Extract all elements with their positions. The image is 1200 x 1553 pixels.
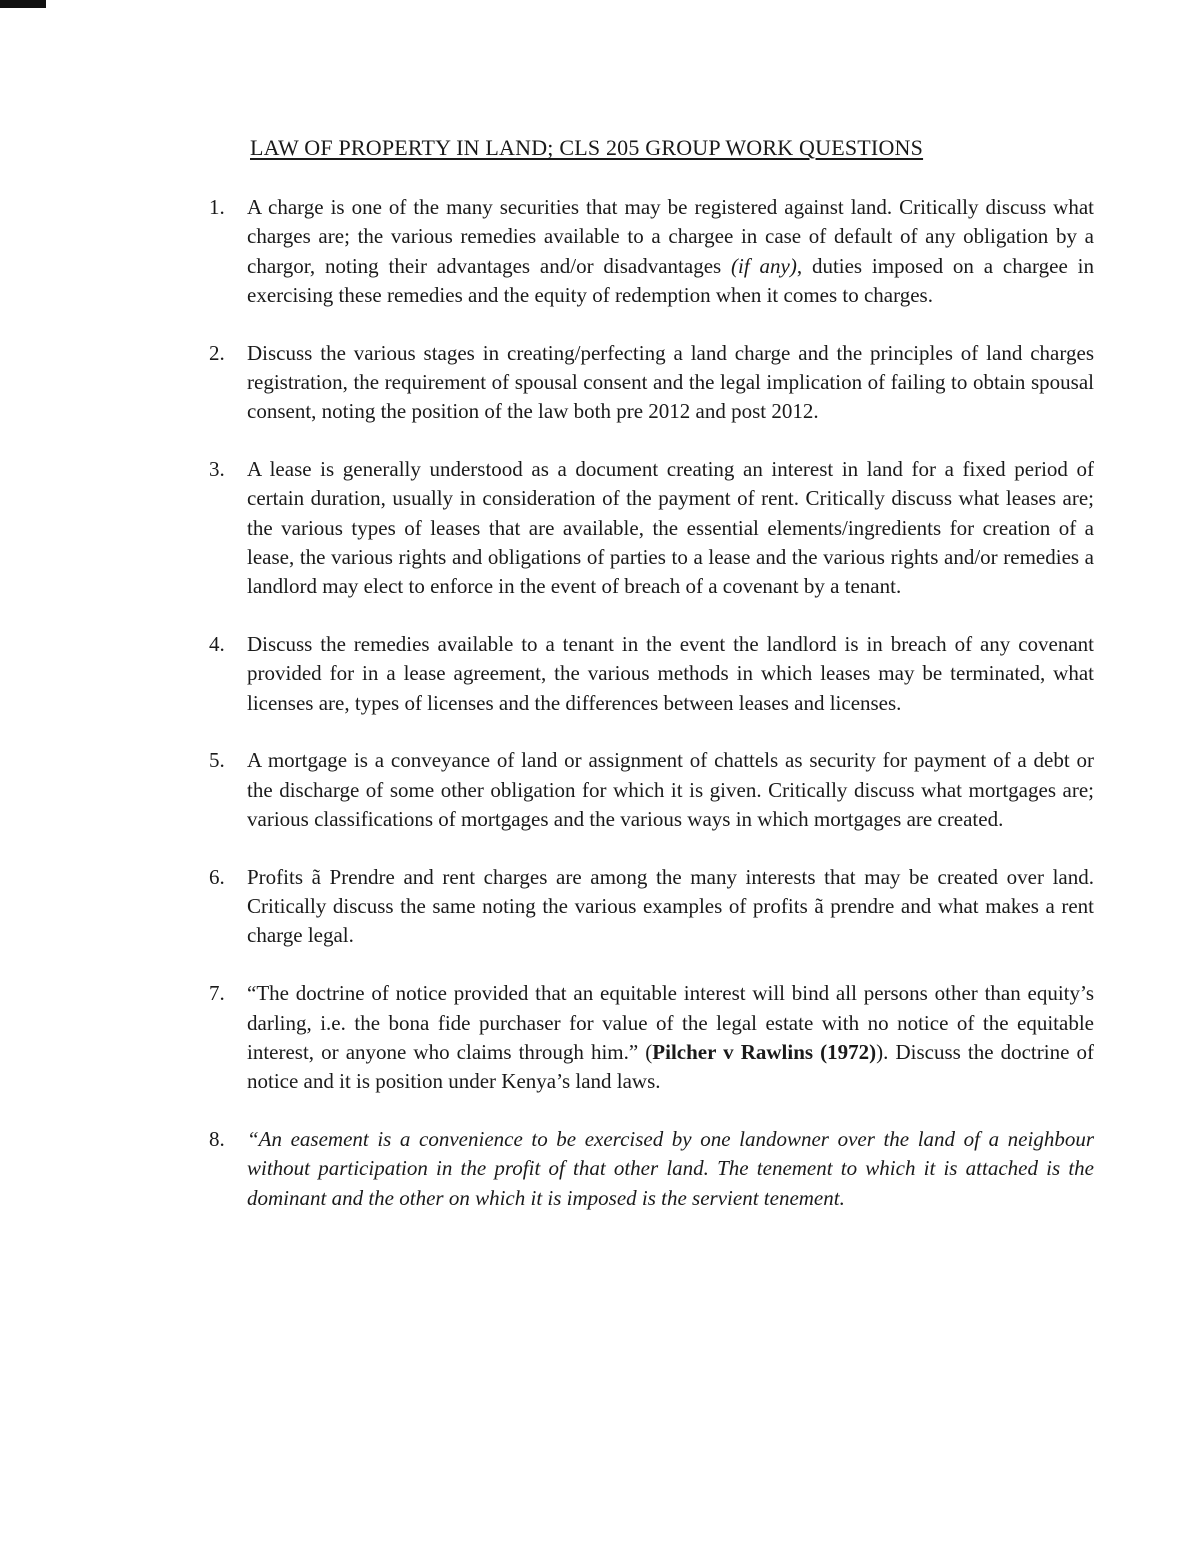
question-number: 7. (209, 981, 225, 1006)
question-text: “An easement is a convenience to be exercised by one landowner over the land of a neighbour without participation in the profit of that other land. The tenement to which it is attached is the dominant and the other on which it is imposed is the servient tenement. (247, 1126, 1094, 1210)
question-item-3 (200, 455, 1094, 601)
question-item-8 (200, 1125, 1094, 1213)
question-text: Discuss the remedies available to a tenant in the event the landlord is in breach of any covenant provided for in a lease agreement, the various methods in which leases may be terminated, what licenses are, types of licenses and the differences between leases and licenses. (247, 632, 1094, 715)
question-list (200, 193, 1094, 1241)
question-number: 2. (209, 340, 225, 365)
question-text: A lease is generally understood as a document creating an interest in land for a fixed period of certain duration, usually in consideration of the payment of rent. Critically discuss what leases are; the various types of leases that are available, the essential elements/ingredients for creation of a lease, the various rights and obligations of parties to a lease and the various rights and/or remedies a landlord may elect to enforce in the event of breach of a covenant by a tenant. (247, 457, 1094, 599)
question-number: 4. (209, 632, 225, 657)
question-item-4 (200, 630, 1094, 718)
question-item-7 (200, 979, 1094, 1096)
question-number: 5. (209, 748, 225, 773)
document-title: LAW OF PROPERTY IN LAND; CLS 205 GROUP WORK QUESTIONS (250, 135, 924, 160)
question-number: 6. (209, 864, 225, 889)
scan-edge-mark (0, 0, 46, 8)
question-number: 1. (209, 195, 225, 219)
question-text: Discuss the various stages in creating/perfecting a land charge and the principles of land charges registration, the requirement of spousal consent and the legal implication of failing to obtain spousal consent, noting the position of the law both pre 2012 and post 2012. (247, 340, 1094, 424)
question-item-5 (200, 746, 1094, 834)
question-item-2 (200, 339, 1094, 427)
question-number: 8. (209, 1126, 225, 1151)
question-text: “The doctrine of notice provided that an equitable interest will bind all persons other than equity’s darling, i.e. the bona fide purchaser for value of the legal estate with no notice of the equitable interest, or anyone who claims through him.” (Pilcher v Rawlins (1972)). Discuss the doctrine of notice and it is position under Kenya’s land laws. (247, 981, 1094, 1094)
question-number: 3. (209, 457, 225, 482)
question-item-1 (200, 193, 1094, 310)
question-text: Profits ã Prendre and rent charges are among the many interests that may be created over land. Critically discuss the same noting the various examples of profits ã prendre and what makes a rent charge legal. (247, 864, 1094, 948)
question-text: A mortgage is a conveyance of land or assignment of chattels as security for payment of a debt or the discharge of some other obligation for which it is given. Critically discuss what mortgages are; various classifications of mortgages and the various ways in which mortgages are created. (247, 748, 1094, 832)
question-text: A charge is one of the many securities that may be registered against land. Critically discuss what charges are; the various remedies available to a chargee in case of default of any obligation by a chargor, noting their advantages and/or disadvantages (if any), duties imposed on a chargee in exercising these remedies and the equity of redemption when it comes to charges. (247, 195, 1094, 307)
question-item-6 (200, 863, 1094, 951)
